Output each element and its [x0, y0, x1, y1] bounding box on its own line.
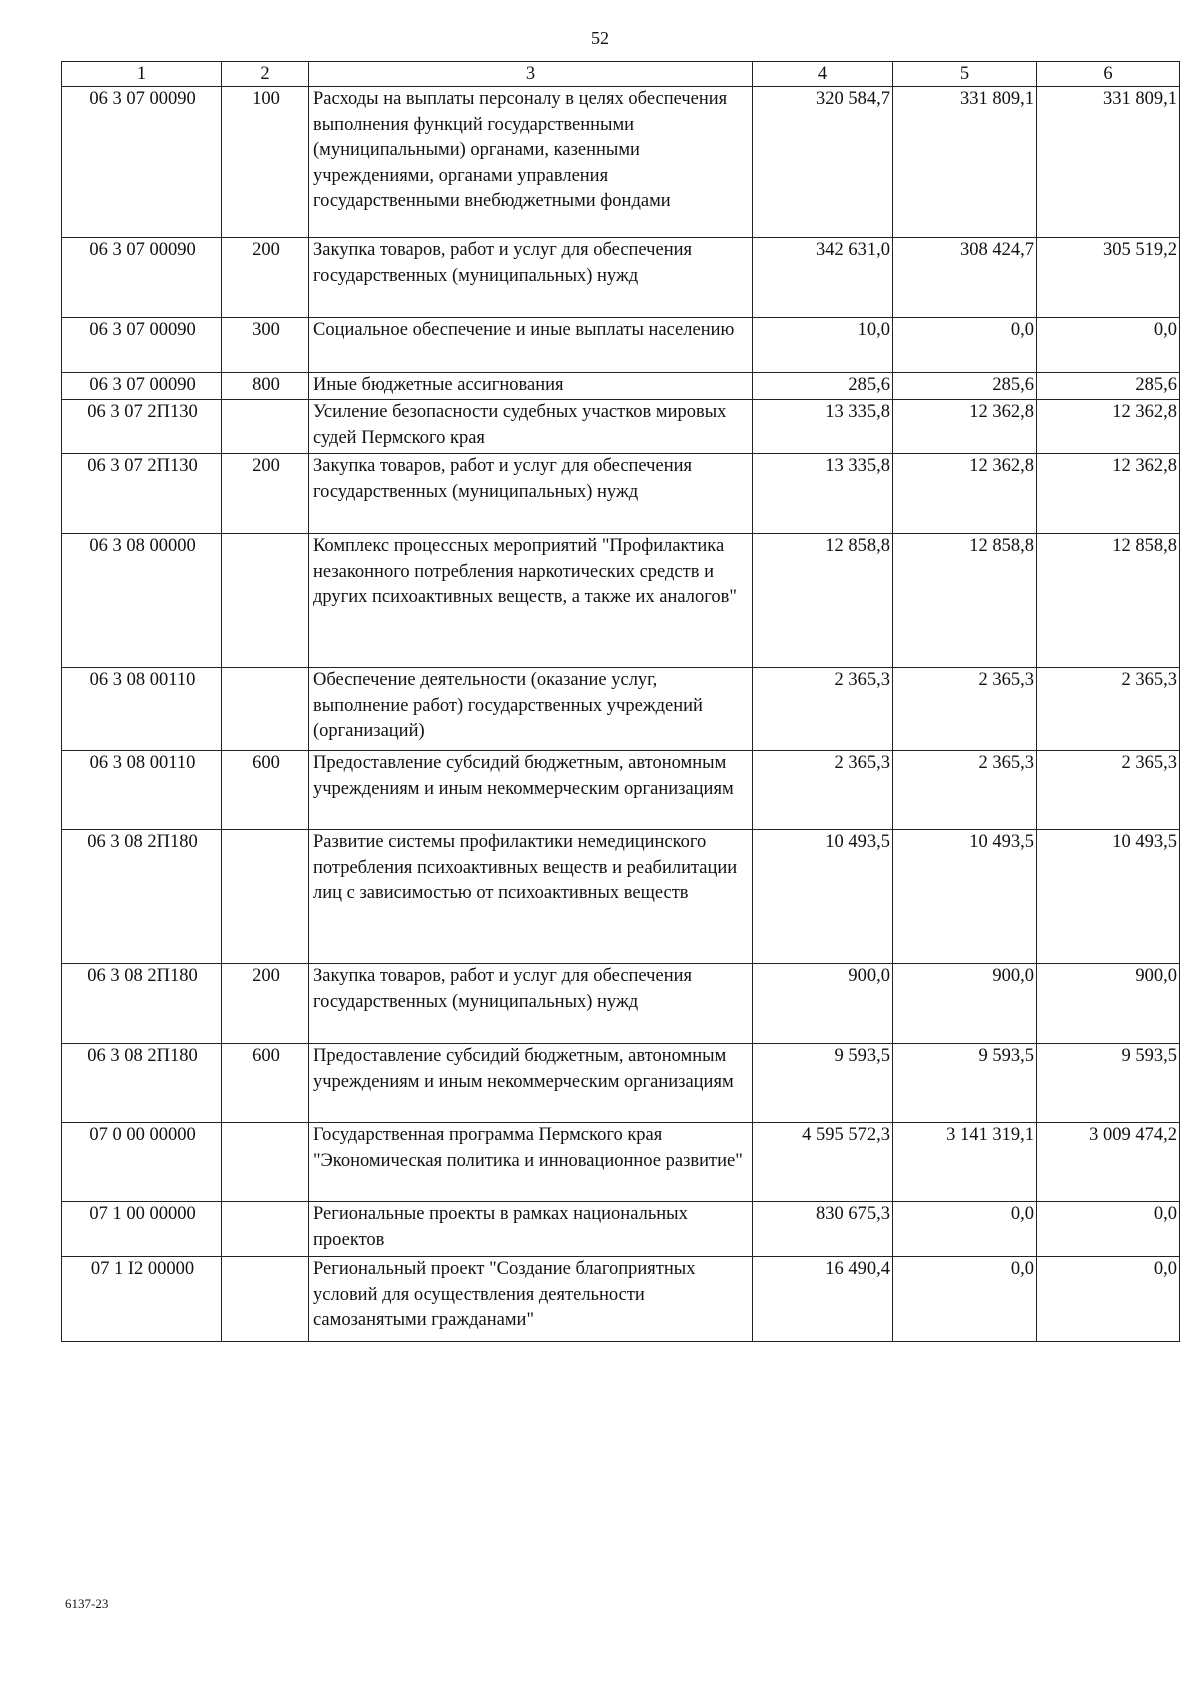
item-name-cell: Усиление безопасности судебных участков мировых судей Пермского края	[309, 400, 753, 454]
expense-type-cell	[222, 400, 309, 454]
table-row	[62, 318, 1180, 373]
amount-col6-cell: 0,0	[1037, 1257, 1180, 1342]
expense-type-cell: 800	[222, 373, 309, 400]
item-name-cell: Иные бюджетные ассигнования	[309, 373, 753, 400]
column-header-3: 3	[309, 62, 753, 87]
amount-col5-cell: 12 858,8	[893, 534, 1037, 668]
expense-type-cell	[222, 1202, 309, 1257]
table-row	[62, 373, 1180, 400]
amount-col6-cell: 0,0	[1037, 318, 1180, 373]
header-row	[62, 62, 1180, 87]
target-code-cell: 06 3 07 00090	[62, 373, 222, 400]
expense-type-cell	[222, 830, 309, 964]
table-row	[62, 1123, 1180, 1202]
item-name-cell: Закупка товаров, работ и услуг для обеспечения государственных (муниципальных) нужд	[309, 964, 753, 1044]
expense-type-cell: 200	[222, 454, 309, 534]
item-name-cell: Закупка товаров, работ и услуг для обеспечения государственных (муниципальных) нужд	[309, 454, 753, 534]
item-name-cell: Обеспечение деятельности (оказание услуг, выполнение работ) государственных учреждений (организаций)	[309, 668, 753, 751]
item-name-cell: Предоставление субсидий бюджетным, автономным учреждениям и иным некоммерческим организациям	[309, 751, 753, 830]
amount-col6-cell: 3 009 474,2	[1037, 1123, 1180, 1202]
item-name-cell: Закупка товаров, работ и услуг для обеспечения государственных (муниципальных) нужд	[309, 238, 753, 318]
table-row	[62, 830, 1180, 964]
column-header-1: 1	[62, 62, 222, 87]
amount-col5-cell: 12 362,8	[893, 400, 1037, 454]
amount-col5-cell: 900,0	[893, 964, 1037, 1044]
amount-col5-cell: 285,6	[893, 373, 1037, 400]
amount-col4-cell: 900,0	[753, 964, 893, 1044]
amount-col4-cell: 320 584,7	[753, 87, 893, 238]
amount-col5-cell: 3 141 319,1	[893, 1123, 1037, 1202]
target-code-cell: 07 0 00 00000	[62, 1123, 222, 1202]
amount-col6-cell: 900,0	[1037, 964, 1180, 1044]
amount-col6-cell: 9 593,5	[1037, 1044, 1180, 1123]
table-row	[62, 751, 1180, 830]
amount-col5-cell: 0,0	[893, 1257, 1037, 1342]
column-header-6: 6	[1037, 62, 1180, 87]
table-row	[62, 238, 1180, 318]
amount-col5-cell: 2 365,3	[893, 668, 1037, 751]
table-row	[62, 1044, 1180, 1123]
expense-type-cell	[222, 1257, 309, 1342]
amount-col5-cell: 10 493,5	[893, 830, 1037, 964]
amount-col6-cell: 10 493,5	[1037, 830, 1180, 964]
amount-col6-cell: 2 365,3	[1037, 751, 1180, 830]
item-name-cell: Комплекс процессных мероприятий "Профилактика незаконного потребления наркотических средств и других психоактивных веществ, а также их аналогов"	[309, 534, 753, 668]
item-name-cell: Развитие системы профилактики немедицинского потребления психоактивных веществ и реабилитации лиц с зависимостью от психоактивных веществ	[309, 830, 753, 964]
amount-col5-cell: 0,0	[893, 318, 1037, 373]
column-header-4: 4	[753, 62, 893, 87]
item-name-cell: Расходы на выплаты персоналу в целях обеспечения выполнения функций государственными (муниципальными) органами, казенными учреждениями, органами управления государственными внебюджетными фондами	[309, 87, 753, 238]
amount-col4-cell: 2 365,3	[753, 751, 893, 830]
table-row	[62, 1257, 1180, 1342]
amount-col6-cell: 2 365,3	[1037, 668, 1180, 751]
amount-col6-cell: 331 809,1	[1037, 87, 1180, 238]
table-row	[62, 454, 1180, 534]
amount-col4-cell: 13 335,8	[753, 454, 893, 534]
target-code-cell: 06 3 08 00000	[62, 534, 222, 668]
table-row	[62, 1202, 1180, 1257]
amount-col4-cell: 4 595 572,3	[753, 1123, 893, 1202]
expense-type-cell: 200	[222, 964, 309, 1044]
target-code-cell: 06 3 07 2П130	[62, 400, 222, 454]
table-row	[62, 400, 1180, 454]
target-code-cell: 06 3 07 00090	[62, 238, 222, 318]
document-code: 6137-23	[65, 1596, 109, 1611]
expense-type-cell	[222, 1123, 309, 1202]
column-header-5: 5	[893, 62, 1037, 87]
expense-type-cell	[222, 668, 309, 751]
budget-table	[61, 61, 1180, 1342]
item-name-cell: Государственная программа Пермского края "Экономическая политика и инновационное развитие"	[309, 1123, 753, 1202]
item-name-cell: Региональный проект "Создание благоприятных условий для осуществления деятельности самозанятыми гражданами"	[309, 1257, 753, 1342]
target-code-cell: 07 1 I2 00000	[62, 1257, 222, 1342]
amount-col4-cell: 285,6	[753, 373, 893, 400]
amount-col5-cell: 331 809,1	[893, 87, 1037, 238]
amount-col5-cell: 0,0	[893, 1202, 1037, 1257]
target-code-cell: 06 3 07 00090	[62, 87, 222, 238]
target-code-cell: 06 3 07 00090	[62, 318, 222, 373]
target-code-cell: 07 1 00 00000	[62, 1202, 222, 1257]
amount-col4-cell: 9 593,5	[753, 1044, 893, 1123]
expense-type-cell	[222, 534, 309, 668]
amount-col6-cell: 305 519,2	[1037, 238, 1180, 318]
amount-col4-cell: 342 631,0	[753, 238, 893, 318]
table-row	[62, 534, 1180, 668]
item-name-cell: Региональные проекты в рамках национальных проектов	[309, 1202, 753, 1257]
item-name-cell: Социальное обеспечение и иные выплаты населению	[309, 318, 753, 373]
amount-col4-cell: 16 490,4	[753, 1257, 893, 1342]
expense-type-cell: 300	[222, 318, 309, 373]
expense-type-cell: 600	[222, 751, 309, 830]
amount-col6-cell: 285,6	[1037, 373, 1180, 400]
page-number: 52	[591, 28, 609, 48]
table-row	[62, 87, 1180, 238]
amount-col6-cell: 12 362,8	[1037, 454, 1180, 534]
target-code-cell: 06 3 08 00110	[62, 751, 222, 830]
amount-col6-cell: 12 858,8	[1037, 534, 1180, 668]
expense-type-cell: 100	[222, 87, 309, 238]
target-code-cell: 06 3 08 2П180	[62, 1044, 222, 1123]
amount-col6-cell: 12 362,8	[1037, 400, 1180, 454]
amount-col6-cell: 0,0	[1037, 1202, 1180, 1257]
target-code-cell: 06 3 07 2П130	[62, 454, 222, 534]
amount-col4-cell: 12 858,8	[753, 534, 893, 668]
target-code-cell: 06 3 08 00110	[62, 668, 222, 751]
amount-col5-cell: 2 365,3	[893, 751, 1037, 830]
amount-col4-cell: 830 675,3	[753, 1202, 893, 1257]
amount-col5-cell: 9 593,5	[893, 1044, 1037, 1123]
amount-col4-cell: 2 365,3	[753, 668, 893, 751]
expense-type-cell: 600	[222, 1044, 309, 1123]
amount-col4-cell: 10,0	[753, 318, 893, 373]
column-header-2: 2	[222, 62, 309, 87]
expense-type-cell: 200	[222, 238, 309, 318]
amount-col5-cell: 308 424,7	[893, 238, 1037, 318]
amount-col5-cell: 12 362,8	[893, 454, 1037, 534]
table-row	[62, 964, 1180, 1044]
amount-col4-cell: 13 335,8	[753, 400, 893, 454]
target-code-cell: 06 3 08 2П180	[62, 964, 222, 1044]
target-code-cell: 06 3 08 2П180	[62, 830, 222, 964]
item-name-cell: Предоставление субсидий бюджетным, автономным учреждениям и иным некоммерческим организациям	[309, 1044, 753, 1123]
table-row	[62, 668, 1180, 751]
amount-col4-cell: 10 493,5	[753, 830, 893, 964]
